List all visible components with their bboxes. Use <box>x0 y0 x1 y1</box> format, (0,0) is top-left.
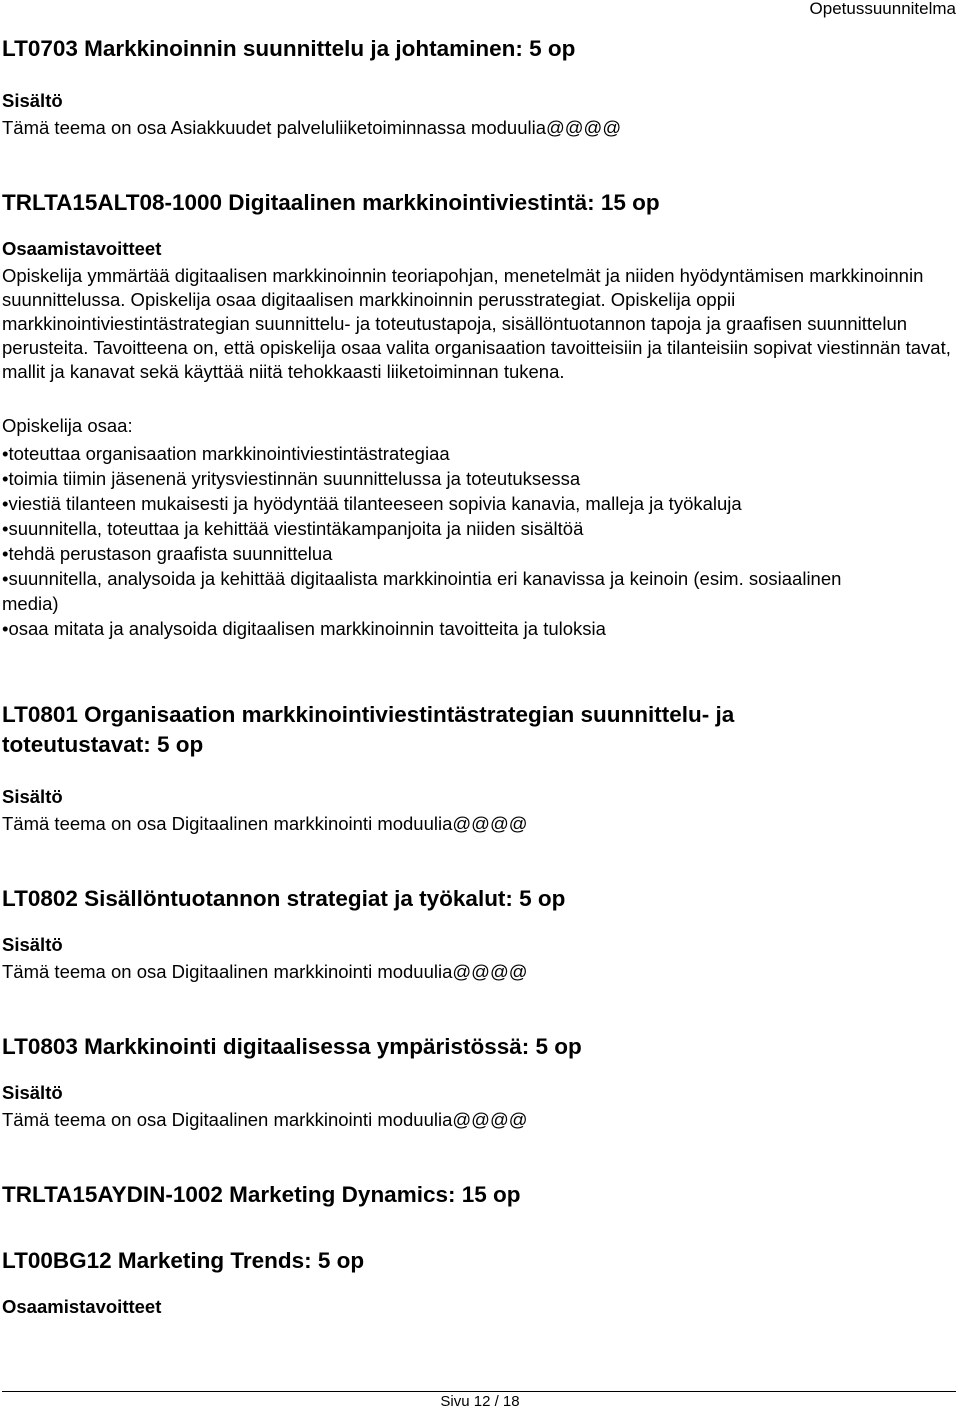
outcome-list <box>2 441 956 641</box>
page-number: Sivu 12 / 18 <box>440 1393 520 1410</box>
section-lt00bg12 <box>2 1246 956 1319</box>
section-title: LT0801 Organisaation markkinointiviestintästrategian suunnittelu- ja toteutustavat: 5 op <box>2 702 735 757</box>
section-text: Tämä teema on osa Digitaalinen markkinointi moduulia@@@@ <box>2 813 528 834</box>
section-lt0802 <box>2 884 956 984</box>
section-heading-sisalto: Sisältö <box>2 934 63 955</box>
section-heading-sisalto: Sisältö <box>2 1082 63 1103</box>
section-heading-sisalto: Sisältö <box>2 90 63 111</box>
section-text: Tämä teema on osa Asiakkuudet palveluliiketoiminnassa moduulia@@@@ <box>2 117 622 138</box>
section-title: LT0803 Markkinointi digitaalisessa ympäristössä: 5 op <box>2 1034 582 1059</box>
section-trlta15alt08 <box>2 188 956 641</box>
section-heading-sisalto: Sisältö <box>2 786 63 807</box>
list-item: •osaa mitata ja analysoida digitaalisen markkinoinnin tavoitteita ja tuloksia <box>2 618 606 639</box>
document-content <box>2 0 956 1319</box>
section-lt0801 <box>2 700 956 836</box>
list-item: •toteuttaa organisaation markkinointiviestintästrategiaa <box>2 443 450 464</box>
list-item: •tehdä perustason graafista suunnittelua <box>2 543 333 564</box>
section-lt0803 <box>2 1032 956 1132</box>
document-header-label: Opetussuunnitelma <box>809 0 956 18</box>
section-trlta15aydin <box>2 1180 956 1210</box>
section-title: LT0703 Markkinoinnin suunnittelu ja johtaminen: 5 op <box>2 36 576 61</box>
footer-divider <box>2 1391 956 1392</box>
section-title: TRLTA15AYDIN-1002 Marketing Dynamics: 15 op <box>2 1182 521 1207</box>
list-item: •toimia tiimin jäsenenä yritysviestinnän suunnittelussa ja toteutuksessa <box>2 468 581 489</box>
section-title: LT00BG12 Marketing Trends: 5 op <box>2 1248 365 1273</box>
list-lead: Opiskelija osaa: <box>2 415 133 436</box>
section-text: Tämä teema on osa Digitaalinen markkinointi moduulia@@@@ <box>2 961 528 982</box>
list-item: •suunnitella, analysoida ja kehittää digitaalista markkinointia eri kanavissa ja keinoin (esim. sosiaalinen media) <box>2 568 842 614</box>
section-heading-osaamistavoitteet: Osaamistavoitteet <box>2 238 162 259</box>
section-lt0703 <box>2 34 956 140</box>
list-item: •suunnitella, toteuttaa ja kehittää viestintäkampanjoita ja niiden sisältöä <box>2 518 584 539</box>
section-title: LT0802 Sisällöntuotannon strategiat ja työkalut: 5 op <box>2 886 566 911</box>
section-text: Tämä teema on osa Digitaalinen markkinointi moduulia@@@@ <box>2 1109 528 1130</box>
section-paragraph: Opiskelija ymmärtää digitaalisen markkinoinnin teoriapohjan, menetelmät ja niiden hyödyntämisen markkinoinnin suunnittelussa. Opiskelija osaa digitaalisen markkinoinnin perusstrategiat. Opiskelija oppii markkinointiviestintästrategian suunnittelu- ja toteutustapoja, sisällöntuotannon tapoja ja graafisen suunnittelun perusteita. Tavoitteena on, että opiskelija osaa valita organisaation tavoitteisiin ja tilanteisiin sopivat viestinnän tavat, mallit ja kanavat sekä käyttää niitä tehokkaasti liiketoiminnan tukena. <box>2 265 951 382</box>
section-heading-osaamistavoitteet: Osaamistavoitteet <box>2 1296 162 1317</box>
list-item: •viestiä tilanteen mukaisesti ja hyödyntää tilanteeseen sopivia kanavia, malleja ja työkaluja <box>2 493 742 514</box>
section-title: TRLTA15ALT08-1000 Digitaalinen markkinointiviestintä: 15 op <box>2 190 660 215</box>
